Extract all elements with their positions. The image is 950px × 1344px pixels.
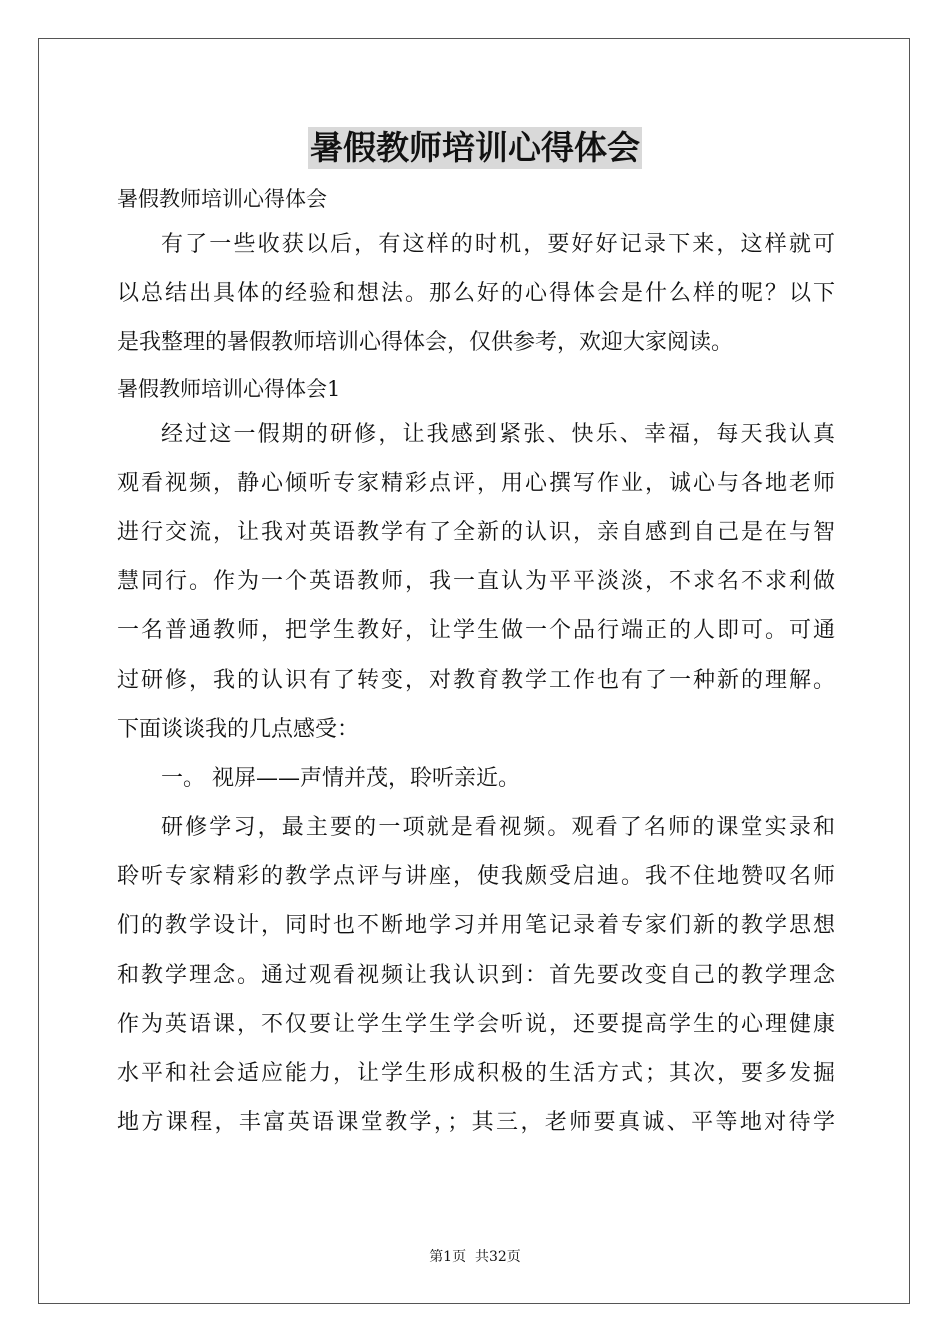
- section-heading: 暑假教师培训心得体会: [117, 187, 327, 211]
- text-line: 作为英语课，不仅要让学生学生学会听说，还要提高学生的心理健康: [117, 1011, 835, 1037]
- page-footer: [0, 1247, 950, 1267]
- text-line: 们的教学设计，同时也不断地学习并用笔记录着专家们新的教学思想: [117, 913, 835, 939]
- text-line: 慧同行。作为一个英语教师，我一直认为平平淡淡，不求名不求利做: [117, 569, 835, 595]
- page-number: 第1页 共32页: [429, 1249, 521, 1265]
- section-heading: 暑假教师培训心得体会1: [117, 376, 341, 401]
- text-line: 观看视频，静心倾听专家精彩点评，用心撰写作业，诚心与各地老师: [117, 470, 835, 496]
- text-line: 进行交流，让我对英语教学有了全新的认识，亲自感到自己是在与智: [117, 519, 835, 545]
- title-container: [0, 127, 950, 169]
- document-title: 暑假教师培训心得体会: [310, 128, 640, 167]
- text-line: 一名普通教师，把学生教好，让学生做一个品行端正的人即可。可通: [117, 618, 835, 644]
- text-line: 地方课程，丰富英语课堂教学，；其三，老师要真诚、平等地对待学: [117, 1110, 835, 1136]
- text-line: 经过这一假期的研修，让我感到紧张、快乐、幸福，每天我认真: [161, 421, 835, 447]
- text-line: 下面谈谈我的几点感受：: [117, 716, 360, 742]
- document-body: [117, 178, 835, 1147]
- text-line: 是我整理的暑假教师培训心得体会，仅供参考，欢迎大家阅读。: [117, 330, 734, 356]
- text-line: 有了一些收获以后，有这样的时机，要好好记录下来，这样就可: [161, 232, 835, 257]
- text-line: 研修学习，最主要的一项就是看视频。观看了名师的课堂实录和: [161, 815, 835, 841]
- text-line: 水平和社会适应能力，让学生形成积极的生活方式；其次，要多发掘: [117, 1061, 835, 1086]
- text-line: 以总结出具体的经验和想法。那么好的心得体会是什么样的呢？以下: [117, 281, 835, 307]
- text-line: 一。 视屏——声情并茂，聆听亲近。: [161, 765, 520, 791]
- text-line: 过研修，我的认识有了转变，对教育教学工作也有了一种新的理解。: [117, 667, 835, 693]
- text-line: 聆听专家精彩的教学点评与讲座，使我颇受启迪。我不住地赞叹名师: [117, 864, 835, 890]
- text-line: 和教学理念。通过观看视频让我认识到：首先要改变自己的教学理念: [117, 962, 835, 988]
